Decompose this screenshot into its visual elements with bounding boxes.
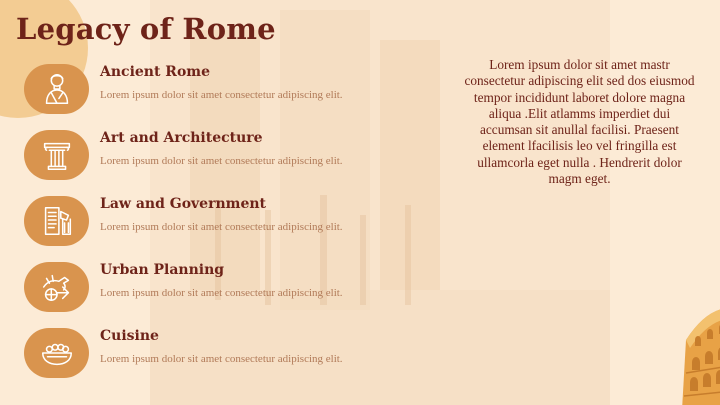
- slide-title: Legacy of Rome: [16, 12, 276, 46]
- item-description: Lorem ipsum dolor sit amet consectetur adipiscing elit.: [100, 89, 343, 101]
- item-description: Lorem ipsum dolor sit amet consectetur adipiscing elit.: [100, 287, 343, 299]
- list-item-law-government: [22, 196, 442, 252]
- item-heading: Law and Government: [100, 196, 267, 212]
- item-heading: Urban Planning: [100, 262, 225, 278]
- colosseum-icon: [672, 300, 720, 405]
- item-heading: Cuisine: [100, 328, 159, 344]
- scroll-law-icon: [24, 196, 89, 246]
- list-item-art-architecture: [22, 130, 442, 186]
- item-description: Lorem ipsum dolor sit amet consectetur adipiscing elit.: [100, 155, 343, 167]
- food-bowl-icon: [24, 328, 89, 378]
- roman-bust-icon: [24, 64, 89, 114]
- list-item-urban-planning: [22, 262, 442, 318]
- item-heading: Art and Architecture: [100, 130, 263, 146]
- chariot-icon: [24, 262, 89, 312]
- list-item-cuisine: [22, 328, 442, 384]
- column-icon: [24, 130, 89, 180]
- item-description: Lorem ipsum dolor sit amet consectetur adipiscing elit.: [100, 353, 343, 365]
- item-heading: Ancient Rome: [100, 64, 211, 80]
- list-item-ancient-rome: [22, 64, 442, 120]
- body-paragraph: Lorem ipsum dolor sit amet mastr consectetur adipiscing elit sed dos eiusmod tempor incididunt laboret dolore magna aliqua .Elit atlamms imperdiet dui accumsan sit anullal facilisi. Praesent element lfacilisis leo vel fringilla est ullamcorla eget nulla . Hendrerit dolor magm eget.: [464, 57, 695, 187]
- item-description: Lorem ipsum dolor sit amet consectetur adipiscing elit.: [100, 221, 343, 233]
